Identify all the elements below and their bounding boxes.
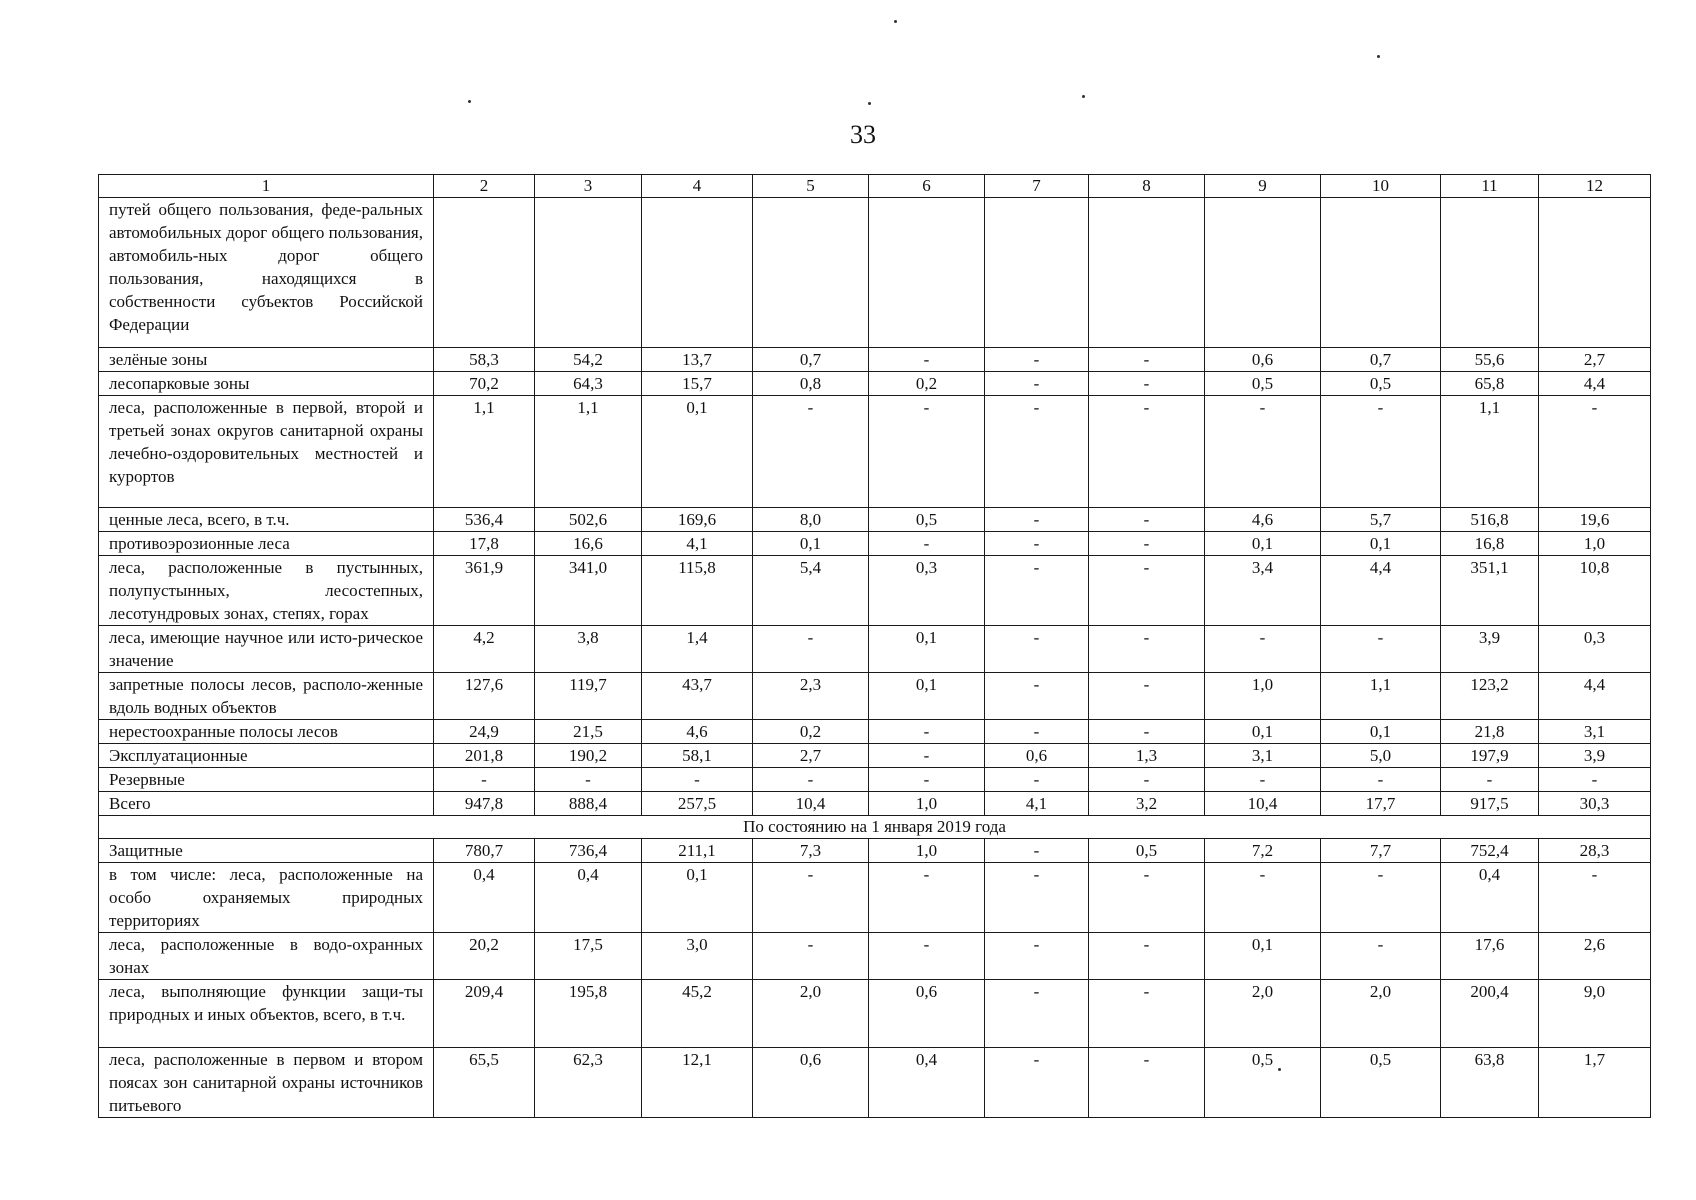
column-header-6: 6 — [869, 175, 985, 198]
table-row — [99, 532, 1651, 556]
cell-col-3: 62,3 — [535, 1048, 642, 1118]
cell-col-12 — [1539, 198, 1651, 348]
cell-col-8: - — [1089, 372, 1205, 396]
cell-col-5: 5,4 — [753, 556, 869, 626]
cell-col-5: 8,0 — [753, 508, 869, 532]
cell-col-10: 2,0 — [1321, 980, 1441, 1048]
cell-col-6: - — [869, 720, 985, 744]
cell-col-5: 0,2 — [753, 720, 869, 744]
cell-col-6: 1,0 — [869, 792, 985, 816]
row-label: путей общего пользования, феде-ральных автомобильных дорог общего пользования, автомобиль-ных дорог общего пользования, находящихся в собственности субъектов Российской Федерации — [99, 198, 434, 348]
scan-speck — [868, 102, 871, 105]
cell-col-5: - — [753, 396, 869, 508]
cell-col-12: 1,0 — [1539, 532, 1651, 556]
cell-col-12: 19,6 — [1539, 508, 1651, 532]
cell-col-2: 127,6 — [434, 673, 535, 720]
section-row — [99, 816, 1651, 839]
cell-col-4: 4,1 — [642, 532, 753, 556]
cell-col-3: 0,4 — [535, 863, 642, 933]
cell-col-4: 43,7 — [642, 673, 753, 720]
cell-col-4: 211,1 — [642, 839, 753, 863]
cell-col-12: 1,7 — [1539, 1048, 1651, 1118]
cell-col-2: 24,9 — [434, 720, 535, 744]
cell-col-6: 0,6 — [869, 980, 985, 1048]
cell-col-2: 58,3 — [434, 348, 535, 372]
cell-col-8: - — [1089, 768, 1205, 792]
cell-col-4: 0,1 — [642, 863, 753, 933]
cell-col-12: 30,3 — [1539, 792, 1651, 816]
cell-col-6: 0,1 — [869, 626, 985, 673]
cell-col-12: 2,6 — [1539, 933, 1651, 980]
scan-speck — [1082, 95, 1085, 98]
table-row — [99, 626, 1651, 673]
cell-col-7: - — [985, 1048, 1089, 1118]
cell-col-6: - — [869, 396, 985, 508]
cell-col-10: 0,5 — [1321, 372, 1441, 396]
cell-col-4: 3,0 — [642, 933, 753, 980]
cell-col-7: - — [985, 839, 1089, 863]
table-row — [99, 508, 1651, 532]
cell-col-6: 0,4 — [869, 1048, 985, 1118]
cell-col-11: 752,4 — [1441, 839, 1539, 863]
cell-col-3: 54,2 — [535, 348, 642, 372]
row-label: нерестоохранные полосы лесов — [99, 720, 434, 744]
cell-col-5: - — [753, 626, 869, 673]
cell-col-10: - — [1321, 933, 1441, 980]
cell-col-3: 16,6 — [535, 532, 642, 556]
cell-col-6: - — [869, 532, 985, 556]
cell-col-4 — [642, 198, 753, 348]
cell-col-10: 7,7 — [1321, 839, 1441, 863]
column-header-row — [99, 175, 1651, 198]
cell-col-10 — [1321, 198, 1441, 348]
cell-col-10: 1,1 — [1321, 673, 1441, 720]
cell-col-9: - — [1205, 396, 1321, 508]
cell-col-7: - — [985, 933, 1089, 980]
cell-col-7: - — [985, 768, 1089, 792]
table-row — [99, 556, 1651, 626]
cell-col-6: - — [869, 863, 985, 933]
page-number: 33 — [850, 120, 876, 149]
cell-col-5: 0,8 — [753, 372, 869, 396]
cell-col-3: 64,3 — [535, 372, 642, 396]
cell-col-5: 0,7 — [753, 348, 869, 372]
cell-col-2: 17,8 — [434, 532, 535, 556]
table-row — [99, 744, 1651, 768]
scan-speck — [1377, 55, 1380, 58]
cell-col-11: 65,8 — [1441, 372, 1539, 396]
cell-col-7: - — [985, 372, 1089, 396]
cell-col-3: - — [535, 768, 642, 792]
cell-col-6: 0,2 — [869, 372, 985, 396]
cell-col-8: 3,2 — [1089, 792, 1205, 816]
cell-col-2: 70,2 — [434, 372, 535, 396]
cell-col-8: - — [1089, 626, 1205, 673]
row-label: Защитные — [99, 839, 434, 863]
cell-col-9: 7,2 — [1205, 839, 1321, 863]
cell-col-11: 200,4 — [1441, 980, 1539, 1048]
row-label: лесопарковые зоны — [99, 372, 434, 396]
row-label: леса, расположенные в первой, второй и третьей зонах округов санитарной охраны лечебно-оздоровительных местностей и курортов — [99, 396, 434, 508]
cell-col-11: 55,6 — [1441, 348, 1539, 372]
cell-col-9: 0,6 — [1205, 348, 1321, 372]
cell-col-8: - — [1089, 532, 1205, 556]
cell-col-10: - — [1321, 626, 1441, 673]
table-row — [99, 396, 1651, 508]
cell-col-2: 65,5 — [434, 1048, 535, 1118]
cell-col-5: - — [753, 933, 869, 980]
cell-col-5: 10,4 — [753, 792, 869, 816]
table-row — [99, 673, 1651, 720]
cell-col-12: - — [1539, 863, 1651, 933]
cell-col-4: 58,1 — [642, 744, 753, 768]
cell-col-12: 2,7 — [1539, 348, 1651, 372]
table-row — [99, 198, 1651, 348]
cell-col-11: 1,1 — [1441, 396, 1539, 508]
forest-data-table — [98, 174, 1651, 1118]
cell-col-10: 0,1 — [1321, 532, 1441, 556]
cell-col-11: 516,8 — [1441, 508, 1539, 532]
cell-col-3: 195,8 — [535, 980, 642, 1048]
cell-col-9: 0,1 — [1205, 720, 1321, 744]
cell-col-9: 4,6 — [1205, 508, 1321, 532]
row-label: Эксплуатационные — [99, 744, 434, 768]
cell-col-8: - — [1089, 508, 1205, 532]
cell-col-2: 780,7 — [434, 839, 535, 863]
cell-col-11: 0,4 — [1441, 863, 1539, 933]
cell-col-6: - — [869, 348, 985, 372]
cell-col-8: 0,5 — [1089, 839, 1205, 863]
column-header-11: 11 — [1441, 175, 1539, 198]
cell-col-12: 3,1 — [1539, 720, 1651, 744]
cell-col-4: 12,1 — [642, 1048, 753, 1118]
cell-col-12: 3,9 — [1539, 744, 1651, 768]
cell-col-2: - — [434, 768, 535, 792]
cell-col-8: - — [1089, 980, 1205, 1048]
cell-col-12: 0,3 — [1539, 626, 1651, 673]
cell-col-12: - — [1539, 396, 1651, 508]
cell-col-5: 2,3 — [753, 673, 869, 720]
cell-col-7: - — [985, 556, 1089, 626]
cell-col-9: 0,5 — [1205, 1048, 1321, 1118]
cell-col-3: 502,6 — [535, 508, 642, 532]
cell-col-3: 21,5 — [535, 720, 642, 744]
cell-col-11 — [1441, 198, 1539, 348]
cell-col-9 — [1205, 198, 1321, 348]
cell-col-12: - — [1539, 768, 1651, 792]
cell-col-10: - — [1321, 768, 1441, 792]
cell-col-6: - — [869, 933, 985, 980]
cell-col-7: - — [985, 348, 1089, 372]
column-header-1: 1 — [99, 175, 434, 198]
cell-col-9: 1,0 — [1205, 673, 1321, 720]
cell-col-12: 10,8 — [1539, 556, 1651, 626]
cell-col-3: 341,0 — [535, 556, 642, 626]
cell-col-8: - — [1089, 720, 1205, 744]
cell-col-9: - — [1205, 768, 1321, 792]
cell-col-3: 3,8 — [535, 626, 642, 673]
cell-col-7: - — [985, 863, 1089, 933]
column-header-9: 9 — [1205, 175, 1321, 198]
scan-speck — [468, 100, 471, 103]
cell-col-2: 20,2 — [434, 933, 535, 980]
row-label: леса, выполняющие функции защи-ты природных и иных объектов, всего, в т.ч. — [99, 980, 434, 1048]
cell-col-4: 257,5 — [642, 792, 753, 816]
cell-col-7: - — [985, 532, 1089, 556]
table-row — [99, 1048, 1651, 1118]
cell-col-4: 1,4 — [642, 626, 753, 673]
cell-col-11: 197,9 — [1441, 744, 1539, 768]
cell-col-10: 0,7 — [1321, 348, 1441, 372]
scan-speck — [894, 20, 897, 23]
cell-col-7: - — [985, 396, 1089, 508]
row-label: леса, расположенные в первом и втором поясах зон санитарной охраны источников питьевого — [99, 1048, 434, 1118]
cell-col-5: 7,3 — [753, 839, 869, 863]
cell-col-10: 4,4 — [1321, 556, 1441, 626]
cell-col-7: 0,6 — [985, 744, 1089, 768]
cell-col-2: 536,4 — [434, 508, 535, 532]
row-label: леса, расположенные в водо-охранных зонах — [99, 933, 434, 980]
cell-col-10: 5,0 — [1321, 744, 1441, 768]
column-header-4: 4 — [642, 175, 753, 198]
cell-col-7: - — [985, 673, 1089, 720]
cell-col-9: 10,4 — [1205, 792, 1321, 816]
cell-col-7: 4,1 — [985, 792, 1089, 816]
cell-col-2: 0,4 — [434, 863, 535, 933]
cell-col-4: 15,7 — [642, 372, 753, 396]
column-header-3: 3 — [535, 175, 642, 198]
cell-col-3: 17,5 — [535, 933, 642, 980]
table-row — [99, 348, 1651, 372]
cell-col-11: 17,6 — [1441, 933, 1539, 980]
row-label: ценные леса, всего, в т.ч. — [99, 508, 434, 532]
column-header-12: 12 — [1539, 175, 1651, 198]
column-header-10: 10 — [1321, 175, 1441, 198]
cell-col-8: - — [1089, 348, 1205, 372]
cell-col-9: - — [1205, 863, 1321, 933]
cell-col-9: 2,0 — [1205, 980, 1321, 1048]
cell-col-12: 4,4 — [1539, 372, 1651, 396]
table-row — [99, 792, 1651, 816]
table-row — [99, 768, 1651, 792]
cell-col-5: - — [753, 768, 869, 792]
cell-col-9: - — [1205, 626, 1321, 673]
table-row — [99, 863, 1651, 933]
cell-col-2: 947,8 — [434, 792, 535, 816]
cell-col-11: 123,2 — [1441, 673, 1539, 720]
cell-col-4: 4,6 — [642, 720, 753, 744]
cell-col-12: 9,0 — [1539, 980, 1651, 1048]
cell-col-9: 0,5 — [1205, 372, 1321, 396]
cell-col-8: - — [1089, 933, 1205, 980]
cell-col-4: 0,1 — [642, 396, 753, 508]
cell-col-4: 169,6 — [642, 508, 753, 532]
cell-col-2: 201,8 — [434, 744, 535, 768]
cell-col-8: - — [1089, 1048, 1205, 1118]
row-label: в том числе: леса, расположенные на особо охраняемых природных территориях — [99, 863, 434, 933]
table-row — [99, 980, 1651, 1048]
cell-col-5: - — [753, 863, 869, 933]
cell-col-2: 1,1 — [434, 396, 535, 508]
cell-col-9: 0,1 — [1205, 532, 1321, 556]
cell-col-11: - — [1441, 768, 1539, 792]
row-label: леса, имеющие научное или исто-рическое значение — [99, 626, 434, 673]
row-label: запретные полосы лесов, располо-женные вдоль водных объектов — [99, 673, 434, 720]
cell-col-10: 0,5 — [1321, 1048, 1441, 1118]
cell-col-6: 0,5 — [869, 508, 985, 532]
column-header-7: 7 — [985, 175, 1089, 198]
table-row — [99, 372, 1651, 396]
section-title: По состоянию на 1 января 2019 года — [99, 816, 1651, 839]
cell-col-6: - — [869, 744, 985, 768]
cell-col-8: - — [1089, 396, 1205, 508]
cell-col-8: - — [1089, 673, 1205, 720]
cell-col-5: 0,6 — [753, 1048, 869, 1118]
cell-col-10: 17,7 — [1321, 792, 1441, 816]
row-label: зелёные зоны — [99, 348, 434, 372]
row-label: леса, расположенные в пустынных, полупустынных, лесостепных, лесотундровых зонах, степях, горах — [99, 556, 434, 626]
cell-col-3 — [535, 198, 642, 348]
cell-col-11: 63,8 — [1441, 1048, 1539, 1118]
cell-col-8: - — [1089, 556, 1205, 626]
cell-col-7 — [985, 198, 1089, 348]
cell-col-2: 4,2 — [434, 626, 535, 673]
cell-col-7: - — [985, 980, 1089, 1048]
cell-col-3: 190,2 — [535, 744, 642, 768]
cell-col-4: 13,7 — [642, 348, 753, 372]
cell-col-8: - — [1089, 863, 1205, 933]
table-row — [99, 933, 1651, 980]
cell-col-2 — [434, 198, 535, 348]
cell-col-5: 2,0 — [753, 980, 869, 1048]
cell-col-4: 115,8 — [642, 556, 753, 626]
cell-col-2: 361,9 — [434, 556, 535, 626]
cell-col-10: - — [1321, 863, 1441, 933]
column-header-8: 8 — [1089, 175, 1205, 198]
cell-col-11: 917,5 — [1441, 792, 1539, 816]
cell-col-6: 0,3 — [869, 556, 985, 626]
cell-col-5: 0,1 — [753, 532, 869, 556]
table-row — [99, 839, 1651, 863]
cell-col-3: 736,4 — [535, 839, 642, 863]
cell-col-7: - — [985, 720, 1089, 744]
cell-col-11: 16,8 — [1441, 532, 1539, 556]
row-label: Всего — [99, 792, 434, 816]
column-header-5: 5 — [753, 175, 869, 198]
cell-col-6: 1,0 — [869, 839, 985, 863]
cell-col-12: 28,3 — [1539, 839, 1651, 863]
cell-col-6: 0,1 — [869, 673, 985, 720]
cell-col-7: - — [985, 626, 1089, 673]
cell-col-9: 0,1 — [1205, 933, 1321, 980]
cell-col-6: - — [869, 768, 985, 792]
cell-col-3: 888,4 — [535, 792, 642, 816]
cell-col-5 — [753, 198, 869, 348]
row-label: Резервные — [99, 768, 434, 792]
cell-col-2: 209,4 — [434, 980, 535, 1048]
cell-col-9: 3,1 — [1205, 744, 1321, 768]
cell-col-8 — [1089, 198, 1205, 348]
cell-col-8: 1,3 — [1089, 744, 1205, 768]
row-label: противоэрозионные леса — [99, 532, 434, 556]
cell-col-5: 2,7 — [753, 744, 869, 768]
cell-col-7: - — [985, 508, 1089, 532]
cell-col-4: - — [642, 768, 753, 792]
cell-col-3: 1,1 — [535, 396, 642, 508]
cell-col-4: 45,2 — [642, 980, 753, 1048]
cell-col-11: 3,9 — [1441, 626, 1539, 673]
cell-col-10: - — [1321, 396, 1441, 508]
cell-col-11: 351,1 — [1441, 556, 1539, 626]
cell-col-9: 3,4 — [1205, 556, 1321, 626]
cell-col-3: 119,7 — [535, 673, 642, 720]
table-body — [99, 175, 1651, 1118]
table-row — [99, 720, 1651, 744]
column-header-2: 2 — [434, 175, 535, 198]
cell-col-12: 4,4 — [1539, 673, 1651, 720]
cell-col-6 — [869, 198, 985, 348]
cell-col-10: 5,7 — [1321, 508, 1441, 532]
cell-col-11: 21,8 — [1441, 720, 1539, 744]
cell-col-10: 0,1 — [1321, 720, 1441, 744]
